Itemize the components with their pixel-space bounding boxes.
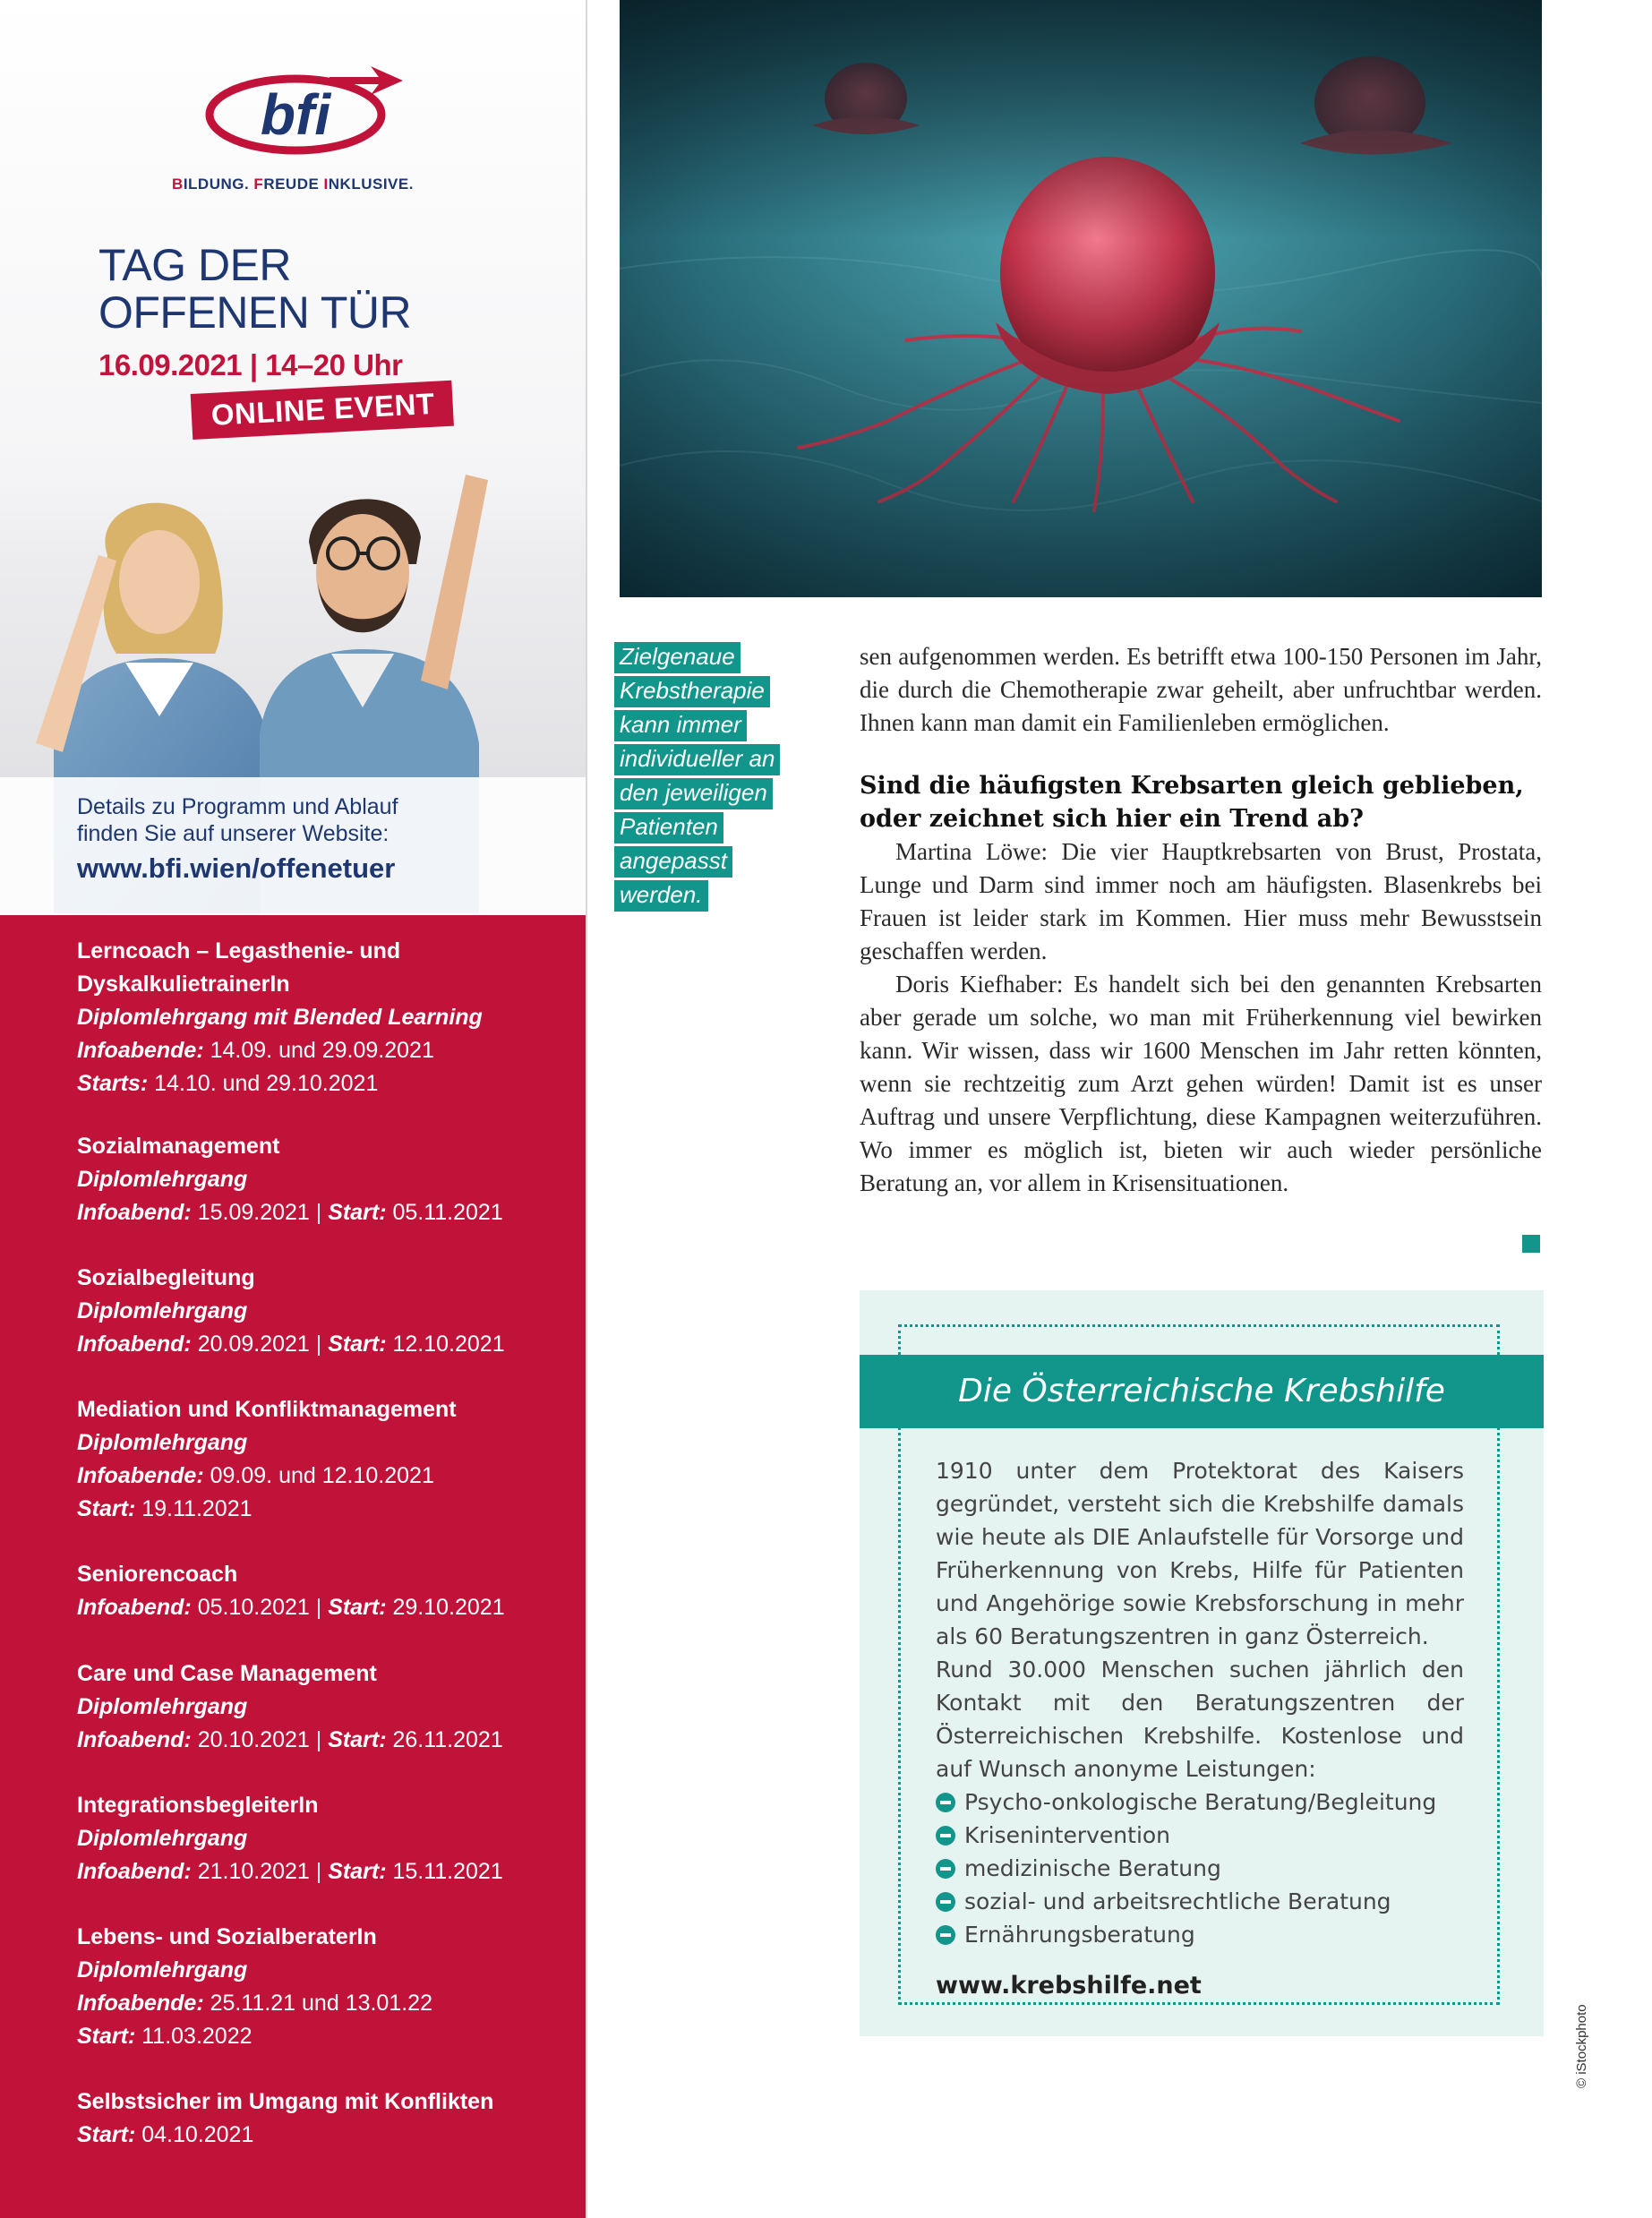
minus-circle-icon	[936, 1925, 955, 1945]
course-title: Sozialbegleitung	[77, 1265, 255, 1290]
date-value: 05.10.2021 |	[191, 1595, 329, 1620]
pull-quote-line: kann immer	[614, 710, 747, 741]
course-dates	[77, 1460, 578, 1493]
info-paragraph: Rund 30.000 Menschen suchen jährlich den Kontakt mit den Beratungszentren der Österreichischen Krebshilfe. Kostenlose und auf Wunsch anonyme Leistungen:	[936, 1657, 1464, 1782]
course-title: Lebens- und SozialberaterIn	[77, 1924, 377, 1949]
online-event-badge: ONLINE EVENT	[191, 381, 454, 440]
title-line: OFFENEN TÜR	[98, 287, 412, 338]
date-value: 04.10.2021	[135, 2122, 254, 2147]
course-title: Seniorencoach	[77, 1562, 238, 1587]
date-value: 15.09.2021 |	[191, 1200, 329, 1225]
services-list	[936, 1786, 1464, 1951]
course-dates	[77, 2119, 578, 2152]
course-item	[77, 1657, 578, 1757]
pull-quote-line: individueller an	[614, 744, 780, 775]
date-value: 21.10.2021 |	[191, 1859, 329, 1884]
date-value: 09.09. und 12.10.2021	[203, 1463, 434, 1488]
event-date: 16.09.2021 | 14–20 Uhr	[98, 348, 403, 381]
date-value: 05.11.2021	[386, 1200, 503, 1225]
date-label: Start:	[328, 1727, 387, 1752]
date-label: Start:	[328, 1200, 387, 1225]
course-title: Selbstsicher im Umgang mit Konflikten	[77, 2089, 494, 2114]
date-value: 29.10.2021	[386, 1595, 505, 1620]
course-type: Diplomlehrgang	[77, 1298, 248, 1323]
course-dates	[77, 2020, 578, 2053]
date-value: 14.10. und 29.10.2021	[148, 1071, 379, 1096]
service-item	[936, 1786, 1464, 1819]
pull-quote	[614, 642, 793, 914]
date-value: 20.09.2021 |	[191, 1332, 329, 1357]
bfi-tagline: BILDUNG. FREUDE INKLUSIVE.	[172, 176, 414, 193]
course-item	[77, 1393, 578, 1526]
course-dates	[77, 1855, 578, 1888]
course-item	[77, 1262, 578, 1361]
date-label: Start:	[77, 2122, 136, 2147]
course-dates	[77, 1034, 578, 1067]
logo-text: bfi	[260, 82, 331, 147]
date-label: Start:	[328, 1859, 387, 1884]
course-list	[0, 915, 586, 2218]
minus-circle-icon	[936, 1892, 955, 1912]
date-value: 14.09. und 29.09.2021	[203, 1038, 434, 1063]
course-item	[77, 1558, 578, 1624]
service-item	[936, 1918, 1464, 1951]
course-dates	[77, 1493, 578, 1526]
pull-quote-line: angepasst	[614, 846, 732, 878]
interview-question: Sind die häufigsten Krebsarten gleich geblieben, oder zeichnet sich hier ein Trend ab?	[860, 772, 1524, 833]
date-value: 20.10.2021 |	[191, 1727, 329, 1752]
date-value: 11.03.2022	[135, 2024, 253, 2049]
date-label: Start:	[328, 1332, 387, 1357]
krebshilfe-website-link[interactable]: www.krebshilfe.net	[936, 1972, 1202, 2000]
bfi-advertisement	[0, 0, 587, 2218]
date-value: 26.11.2021	[386, 1727, 503, 1752]
course-dates	[77, 1328, 578, 1361]
minus-circle-icon	[936, 1826, 955, 1845]
course-title: DyskalkulietrainerIn	[77, 972, 290, 997]
info-paragraph: 1910 unter dem Protektorat des Kaisers gegründet, versteht sich die Krebshilfe damals wie heute als DIE Anlaufstelle für Vorsorge und Früherkennung von Krebs, Hilfe für Patienten und Angehörige sowie Krebsforschung in mehr als 60 Beratungszentren in ganz Österreich.	[936, 1458, 1464, 1649]
date-value: 19.11.2021	[135, 1496, 253, 1521]
service-label: Psycho-onkologische Beratung/Begleitung	[964, 1789, 1437, 1815]
pull-quote-line: Krebstherapie	[614, 676, 770, 707]
course-title: Sozialmanagement	[77, 1134, 280, 1159]
minus-circle-icon	[936, 1859, 955, 1879]
info-box-title: Die Österreichische Krebshilfe	[860, 1355, 1544, 1428]
date-label: Starts:	[77, 1071, 149, 1096]
details-text: finden Sie auf unserer Website:	[77, 821, 389, 846]
course-title: Mediation und Konfliktmanagement	[77, 1397, 457, 1422]
date-label: Start:	[77, 2024, 136, 2049]
service-item	[936, 1885, 1464, 1918]
website-link[interactable]: www.bfi.wien/offenetuer	[77, 852, 396, 884]
service-item	[936, 1819, 1464, 1852]
pull-quote-line: Zielgenaue	[614, 642, 740, 673]
info-box-body	[936, 1454, 1464, 1951]
date-value: 12.10.2021	[386, 1332, 505, 1357]
date-label: Infoabende:	[77, 1991, 204, 2016]
pull-quote-line: werden.	[614, 880, 708, 912]
service-label: Krisenintervention	[964, 1822, 1171, 1848]
date-label: Infoabend:	[77, 1859, 192, 1884]
pull-quote-line: Patienten	[614, 812, 723, 844]
date-label: Start:	[77, 1496, 136, 1521]
photo-credit: © iStockphoto	[1574, 2004, 1589, 2088]
details-text: Details zu Programm und Ablauf	[77, 794, 398, 819]
service-item	[936, 1852, 1464, 1885]
article-body	[860, 640, 1542, 1200]
article-end-mark	[1522, 1235, 1540, 1253]
service-label: Ernährungsberatung	[964, 1922, 1195, 1948]
course-type: Diplomlehrgang	[77, 1167, 248, 1192]
course-dates	[77, 1987, 578, 2020]
date-label: Infoabend:	[77, 1332, 192, 1357]
course-dates	[77, 1591, 578, 1624]
course-item	[77, 1921, 578, 2053]
article-paragraph: Martina Löwe: Die vier Hauptkrebsarten von Brust, Prostata, Lunge und Darm sind immer noch am häufigsten. Blasenkrebs bei Frauen ist leider stark im Kommen. Hier muss mehr Bewusstsein geschaffen werden.	[860, 838, 1542, 964]
course-type: Diplomlehrgang	[77, 1826, 248, 1851]
course-dates	[77, 1067, 578, 1100]
service-label: sozial- und arbeitsrechtliche Beratung	[964, 1888, 1391, 1914]
date-label: Infoabend:	[77, 1595, 192, 1620]
course-type: Diplomlehrgang	[77, 1430, 248, 1455]
course-type: Diplomlehrgang mit Blended Learning	[77, 1005, 483, 1030]
cancer-cell-illustration	[620, 0, 1542, 597]
course-type: Diplomlehrgang	[77, 1694, 248, 1719]
title-line: TAG DER	[98, 240, 292, 290]
article-paragraph: Doris Kiefhaber: Es handelt sich bei den genannten Krebsarten aber gerade um solche, wo man mit Früherkennung viel bewirken kann. Wir wissen, dass wir 1600 Menschen im Jahr retten könnten, wenn sie rechtzeitig zum Arzt gehen würden! Damit ist es unser Auftrag und unsere Verpflichtung, diese Kampagnen weiterzuführen. Wo immer es möglich ist, bieten wir auch wieder persönliche Beratung an, vor allem in Krisensituationen.	[860, 971, 1542, 1196]
krebshilfe-info-box	[860, 1290, 1544, 2036]
date-label: Infoabend:	[77, 1200, 192, 1225]
date-label: Infoabende:	[77, 1463, 204, 1488]
course-item	[77, 1130, 578, 1229]
pull-quote-line: den jeweiligen	[614, 778, 773, 809]
date-value: 25.11.21 und 13.01.22	[203, 1991, 432, 2016]
ad-header	[0, 0, 586, 922]
details-panel	[0, 777, 586, 921]
course-dates	[77, 1196, 578, 1229]
course-title: Lerncoach – Legasthenie- und	[77, 938, 401, 963]
course-item	[77, 1789, 578, 1888]
course-type: Diplomlehrgang	[77, 1957, 248, 1982]
date-value: 15.11.2021	[386, 1859, 503, 1884]
course-item	[77, 935, 578, 1100]
bfi-logo	[195, 59, 410, 167]
date-label: Infoabend:	[77, 1727, 192, 1752]
course-title: IntegrationsbegleiterIn	[77, 1793, 319, 1818]
open-day-title	[98, 242, 411, 337]
course-item	[77, 2085, 578, 2152]
article-paragraph: sen aufgenommen werden. Es betrifft etwa 100-150 Personen im Jahr, die durch die Chemotherapie zwar geheilt, aber unfruchtbar werden. Ihnen kann man damit ein Familienleben ermöglichen.	[860, 643, 1542, 736]
date-label: Start:	[328, 1595, 387, 1620]
date-label: Infoabende:	[77, 1038, 204, 1063]
course-title: Care und Case Management	[77, 1661, 377, 1686]
service-label: medizinische Beratung	[964, 1855, 1221, 1881]
course-dates	[77, 1724, 578, 1757]
minus-circle-icon	[936, 1793, 955, 1812]
